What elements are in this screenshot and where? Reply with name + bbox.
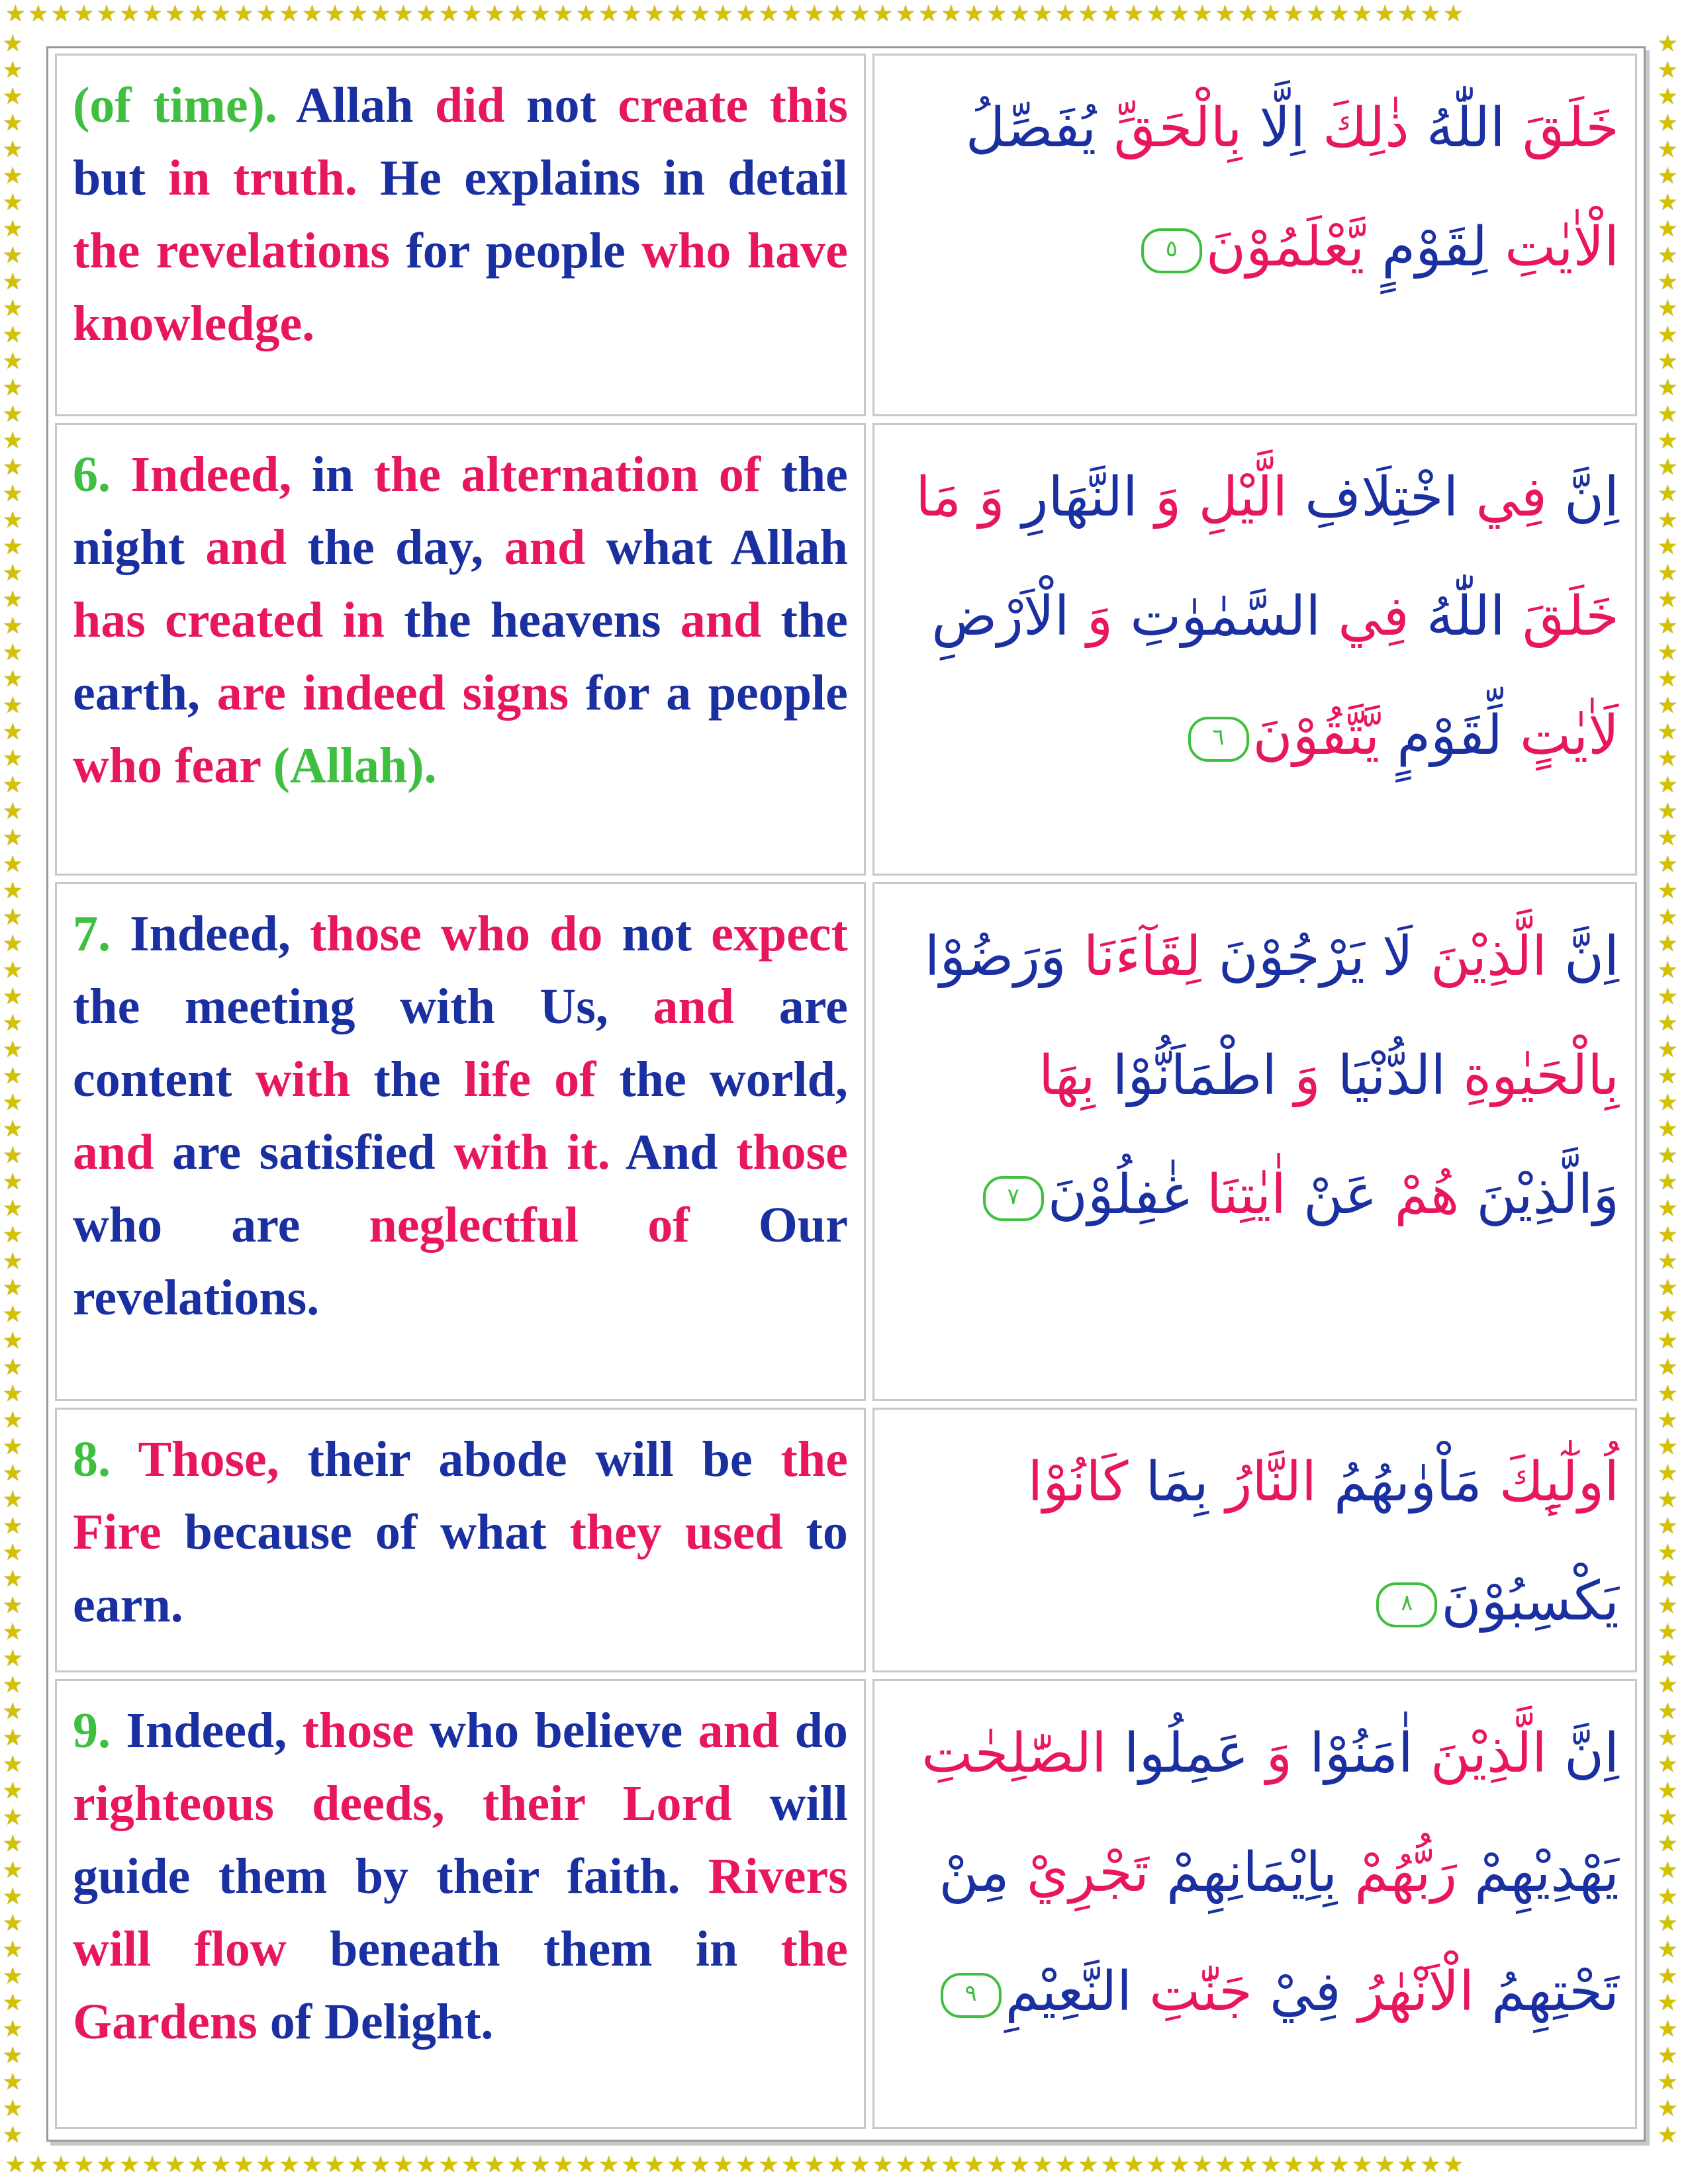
translation-segment: and [205,520,308,575]
arabic-word: هُمْ [1377,1163,1460,1226]
translation-segment: the night [73,447,848,575]
translation-segment: not [622,906,712,962]
arabic-word: اِنَّ [1546,466,1619,529]
translation-segment: of [647,1197,759,1253]
arabic-word: مِنْ [939,1841,1009,1904]
translation-segment: create this [618,77,848,133]
arabic-text [872,1408,1637,1672]
verse-row [55,1679,1637,2129]
arabic-word: غٰفِلُوْنَ [1047,1163,1190,1226]
verse-number-marker: ٨ [1376,1582,1437,1627]
translation-segment: Our revelations. [73,1197,848,1326]
arabic-word: بِهَا [1038,1044,1096,1107]
english-translation [55,423,866,876]
translation-segment: of [718,447,781,502]
arabic-word: لَا يَرْجُوْنَ [1201,925,1413,988]
arabic-word: اطْمَاَنُّوْا [1095,1044,1278,1107]
arabic-word: وَرَضُوْا [924,925,1066,988]
translation-segment: who have knowledge. [73,223,848,351]
arabic-word: السَّمٰوٰتِ [1113,585,1321,648]
arabic-word: ذٰلِكَ [1305,97,1409,159]
arabic-word: اٰمَنُوْا [1292,1722,1413,1785]
translation-segment: righteous deeds, their Lord [73,1776,770,1831]
translation-segment: the Gardens [73,1921,848,2050]
arabic-text [872,54,1637,416]
arabic-word: تَحْتِهِمُ [1474,1960,1619,2023]
arabic-word: بِالْحَيٰوةِ [1446,1044,1619,1107]
translation-segment: not [526,77,618,133]
arabic-text [872,423,1637,876]
translation-segment: He explains in detail [357,150,848,206]
arabic-word: الدُّنْيَا [1320,1044,1446,1107]
english-translation [55,54,866,416]
arabic-word: وَالَّذِيْنَ [1459,1163,1619,1226]
translation-segment: who believe [429,1703,698,1758]
translation-segment: Allah [277,77,436,133]
translation-segment: are satisfied [172,1124,454,1180]
arabic-word: لِّقَوْمٍ [1380,704,1503,767]
translation-segment: 8. [73,1432,138,1487]
arabic-text [872,1679,1637,2129]
translation-segment: did [435,77,527,133]
arabic-word: وَ [1137,466,1182,529]
arabic-word: فِيْ [1252,1960,1341,2023]
arabic-word: اِلَّا [1242,97,1306,159]
translation-segment: for people [406,223,642,279]
translation-segment: Indeed, [130,906,310,962]
translation-segment: in [342,592,404,648]
arabic-word: فِي [1321,585,1409,648]
translation-segment: in truth. [168,150,357,206]
translation-segment: has created [73,592,343,648]
translation-segment: expect [711,906,848,962]
arabic-word: اِنَّ [1546,925,1619,988]
translation-segment: do [794,1703,848,1758]
english-translation [55,1679,866,2129]
verse-number-marker: ٥ [1141,228,1202,273]
arabic-word: اخْتِلَافِ [1288,466,1459,529]
verse-number-marker: ٩ [941,1973,1002,2018]
arabic-word: الْاَرْضِ [931,585,1070,648]
translation-segment: And [610,1124,736,1180]
translation-segment: of [554,1052,620,1107]
arabic-word: بِالْحَقِّ [1096,97,1243,159]
translation-segment: they used [569,1504,806,1560]
translation-segment: the earth, [73,592,848,721]
verse-number-marker: ٦ [1188,717,1249,762]
translation-segment: life [463,1052,555,1107]
arabic-word: يُفَصِّلُ [965,97,1097,159]
translation-segment: the world, [619,1052,848,1107]
arabic-word: اللّٰهُ [1409,97,1505,159]
arabic-word: لَاٰيٰتٍ [1502,704,1619,767]
translation-segment: beneath them in [330,1921,781,1977]
arabic-word: رَبُّهُمْ [1337,1841,1458,1904]
translation-segment: in [311,447,374,502]
arabic-word: النَّارُ [1208,1451,1317,1514]
arabic-word: اِنَّ [1546,1722,1619,1785]
translation-segment: the [373,1052,464,1107]
arabic-word: اُولٰٓىِٕكَ [1481,1451,1619,1514]
arabic-word: بِمَا [1128,1451,1209,1514]
translation-segment: are indeed signs [216,665,586,721]
arabic-word: اللّٰهُ [1409,585,1505,648]
english-translation [55,882,866,1401]
arabic-word: وَ [1248,1722,1293,1785]
translation-segment: but [73,150,169,206]
arabic-word: يَهْدِيْهِمْ [1457,1841,1619,1904]
translation-segment: 9. [73,1703,126,1758]
translation-segment: those who do [309,906,622,962]
translation-segment: 7. [73,906,130,962]
arabic-word: الَّذِيْنَ [1413,925,1547,988]
translation-segment: will guide them by their faith. [73,1776,848,1904]
arabic-word: عَمِلُوا [1106,1722,1249,1785]
verse-row [55,1408,1637,1672]
translation-segment: who are [73,1197,369,1253]
translation-segment: Those, [138,1432,308,1487]
translation-segment: Rivers will flow [73,1848,848,1977]
arabic-word: لِقَوْمٍ [1364,216,1488,279]
translation-segment: and [73,1124,173,1180]
translation-segment: the heavens [404,592,680,648]
arabic-word: عَنْ [1286,1163,1378,1226]
translation-segment: the alternation [373,447,719,502]
english-translation [55,1408,866,1672]
arabic-word: الَّيْلِ [1181,466,1288,529]
translation-segment: with [255,1052,374,1107]
translation-segment: of Delight. [269,1994,494,2050]
arabic-word: وَ [1277,1044,1321,1107]
arabic-word: الَّذِيْنَ [1413,1722,1547,1785]
star-border-bottom: ★★★★★★★★★★★★★★★★★★★★★★★★★★★★★★★★★★★★★★★★★★★★★★★★★★★★★★★★★★★★★★★★ [5,2154,1466,2178]
arabic-word: تَجْرِيْ [1009,1841,1149,1904]
arabic-word: خَلَقَ [1505,97,1619,159]
arabic-word: جَنّٰتِ [1131,1960,1252,2023]
translation-segment: the meeting with Us, [73,979,653,1034]
translation-segment: and [680,592,781,648]
translation-segment: the revelations [73,223,406,279]
translation-segment: (of time). [73,77,277,133]
arabic-word: لِقَآءَنَا [1066,925,1201,988]
translation-segment: what Allah [606,520,848,575]
arabic-word: يَكْسِبُوْنَ [1441,1570,1619,1633]
arabic-text [872,882,1637,1401]
arabic-word: وَ [1069,585,1113,648]
translation-segment: to earn. [73,1504,848,1633]
verse-table [46,46,1646,2142]
star-border-left: ★★★★★★★★★★★★★★★★★★★★★★★★★★★★★★★★★★★★★★★★★★★★★★★★★★★★★★★★★★★★★★★★★★★★★★★★★★★★★★★★ [3,30,23,2148]
arabic-word: يَّتَّقُوْنَ [1252,704,1380,767]
arabic-word: الْاٰيٰتِ [1487,216,1619,279]
translation-segment: Indeed, [130,447,312,502]
translation-segment: 6. [73,447,131,502]
arabic-word: خَلَقَ [1505,585,1619,648]
translation-segment: (Allah). [273,738,437,794]
arabic-word: اٰيٰتِنَا [1189,1163,1286,1226]
translation-segment: because of what [184,1504,570,1560]
translation-segment: the day, [307,520,504,575]
arabic-word: فِي [1458,466,1547,529]
star-border-right: ★★★★★★★★★★★★★★★★★★★★★★★★★★★★★★★★★★★★★★★★★★★★★★★★★★★★★★★★★★★★★★★★★★★★★★★★★★★★★★★★ [1658,30,1678,2148]
arabic-word: يَّعْلَمُوْنَ [1205,216,1365,279]
translation-segment: for a people [585,665,848,721]
verse-row [55,54,1637,416]
verse-row [55,423,1637,876]
translation-segment: their abode will be [307,1432,781,1487]
translation-segment: who fear [73,738,273,794]
arabic-word: النَّعِيْمِ [1005,1960,1132,2023]
star-border-top: ★★★★★★★★★★★★★★★★★★★★★★★★★★★★★★★★★★★★★★★★★★★★★★★★★★★★★★★★★★★★★★★★ [5,3,1466,27]
arabic-word: النَّهَارِ [1004,466,1138,529]
translation-segment: are content [73,979,848,1107]
verse-number-marker: ٧ [983,1176,1044,1221]
arabic-word: بِاِيْمَانِهِمْ [1149,1841,1338,1904]
arabic-word: الصّٰلِحٰتِ [921,1722,1107,1785]
translation-segment: and [504,520,606,575]
arabic-word: وَ مَا [915,466,1005,529]
translation-segment: and [698,1703,795,1758]
translation-segment: neglectful [369,1197,648,1253]
translation-segment: with it. [453,1124,610,1180]
translation-segment: and [653,979,779,1034]
translation-segment: those [302,1703,430,1758]
arabic-word: مَاْوٰىهُمُ [1316,1451,1482,1514]
translation-segment: Indeed, [126,1703,303,1758]
arabic-word: الْاَنْهٰرُ [1340,1960,1475,2023]
verse-row [55,882,1637,1401]
arabic-word: كَانُوْا [1027,1451,1129,1514]
translation-segment: those [735,1124,848,1180]
translation-segment: the Fire [73,1432,848,1560]
